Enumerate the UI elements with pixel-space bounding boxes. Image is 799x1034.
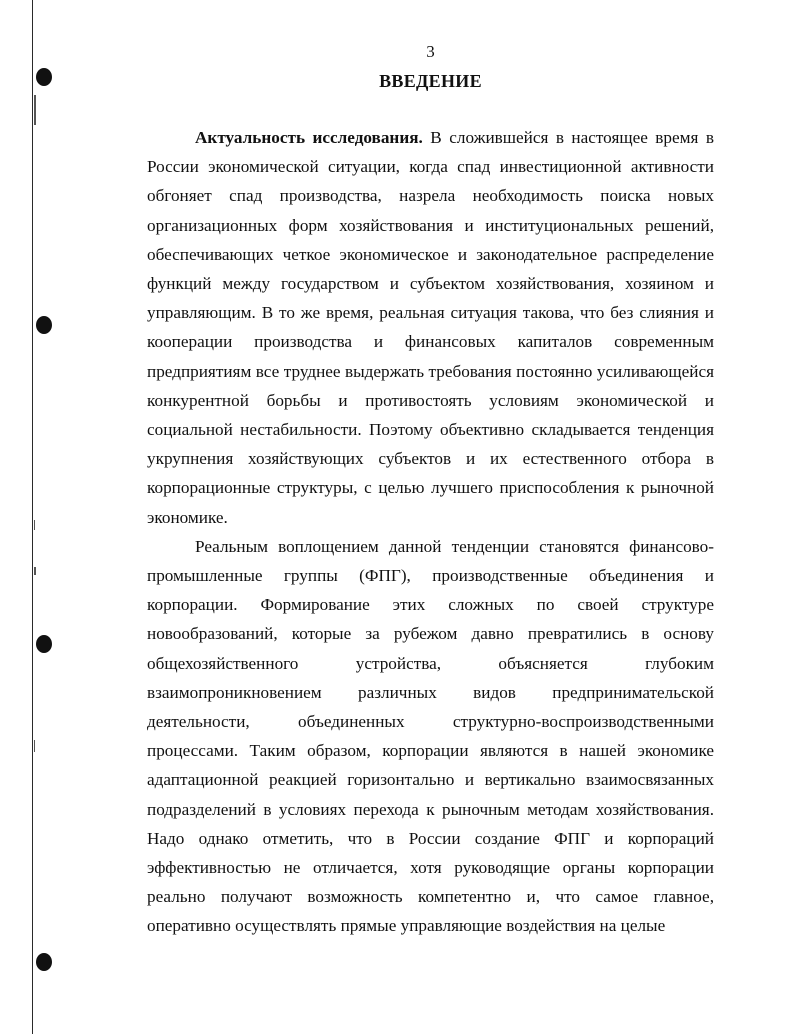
paragraph-text: Реальным воплощением данной тенденции становятся финансово-промышленные группы (ФПГ), производственные объединения и корпорации. Формирование этих сложных по своей структуре новообразований, которые за рубежом давно превратились в основу общехозяйственного устройства, объясняется глубоким взаимопроникновением различных видов предпринимательской деятельности, объединенных структурно-воспроизводственными процессами. Таким образом, корпорации являются в нашей экономике адаптационной реакцией горизонтально и вертикально взаимосвязанных подразделений в условиях перехода к рыночным методам хозяйствования. Надо однако отметить, что в России создание ФПГ и корпораций эффективностью не отличается, хотя руководящие органы корпорации реально получают возможность компетентно и, что самое главное, оперативно осуществлять прямые управляющие воздействия на целые [147,536,714,936]
punch-hole-mark [36,635,52,653]
punch-hole-mark [36,316,52,334]
page-number: 3 [426,42,435,61]
scan-artifact [34,567,36,575]
scan-artifact [34,520,35,530]
scan-artifact [34,95,36,125]
paragraph-relevance [147,123,714,532]
scan-artifact [34,740,35,752]
paragraph-fpg [147,532,714,941]
paragraph-text: В сложившейся в настоящее время в России экономической ситуации, когда спад инвестиционной активности обгоняет спад производства, назрела необходимость поиска новых организационных форм хозяйствования и институциональных решений, обеспечивающих четкое экономическое и законодательное распределение функций между государством и субъектом хозяйствования, хозяином и управляющим. В то же время, реальная ситуация такова, что без слияния и кооперации производства и финансовых капиталов современным предприятиям все труднее выдержать требования постоянно усиливающейся конкурентной борьбы и противостоять условиям экономической и социальной нестабильности. Поэтому объективно складывается тенденция укрупнения хозяйствующих субъектов и их естественного отбора в корпорационные структуры, с целью лучшего приспособления к рыночной экономике. [147,128,715,527]
binding-margin-line [32,0,33,1034]
section-title: ВВЕДЕНИЕ [379,71,482,91]
punch-hole-mark [36,953,52,971]
body-text [147,123,714,941]
paragraph-lead-heading: Актуальность исследования. [195,128,423,147]
